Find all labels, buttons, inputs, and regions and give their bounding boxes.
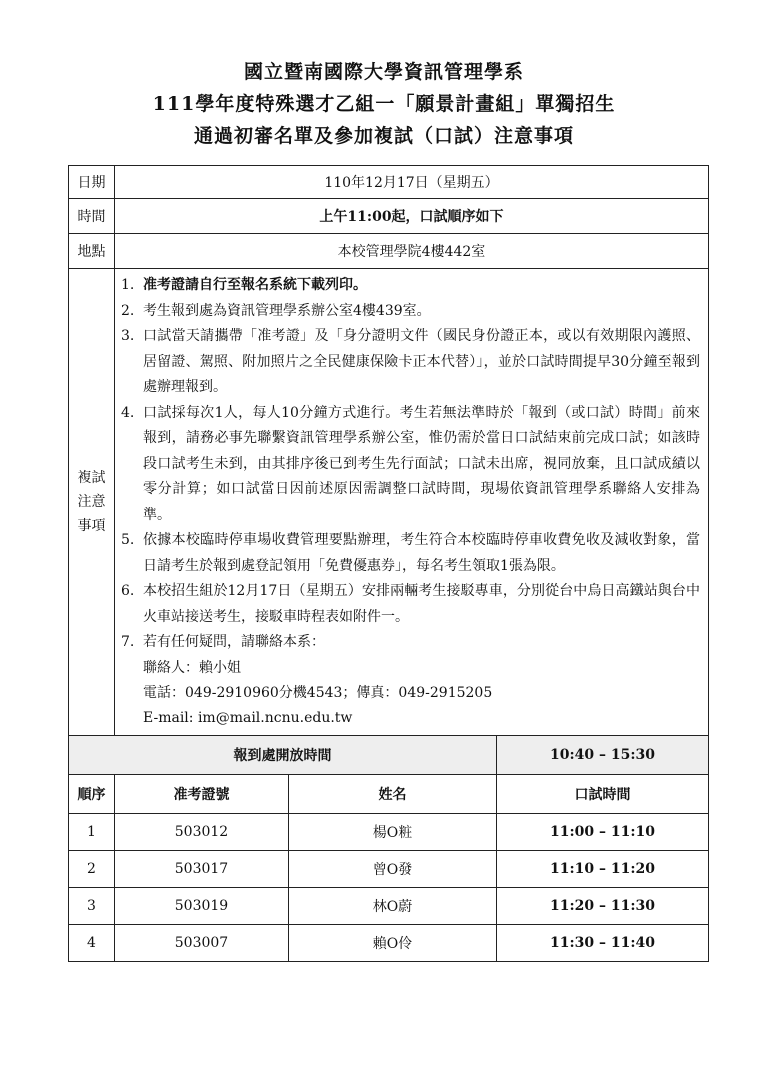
table-row [69,850,709,887]
note-item [121,273,700,299]
notes-label-line: 注意 [77,493,106,510]
header-exam-number: 准考證號 [115,774,289,813]
title-line-2: 111學年度特殊選才乙組一「願景計畫組」單獨招生 [152,93,616,115]
note-number: 3. [121,328,135,344]
note-text: 本校招生組於12月17日（星期五）安排兩輛考生接駁專車，分別從台中烏日高鐵站與台中火車站接送考生，接駁車時程表如附件一。 [143,583,700,625]
note-number: 4. [121,404,135,421]
name-cell: 賴O伶 [289,924,497,961]
note-number: 7. [121,634,135,650]
title-line-1: 國立暨南國際大學資訊管理學系 [243,61,524,83]
table-row [69,813,709,850]
order-cell: 4 [69,924,115,961]
checkin-row [69,735,709,774]
checkin-time: 10:40 – 15:30 [497,735,709,774]
note-text: 考生報到處為資訊管理學系辦公室4樓439室。 [143,302,431,319]
note-item [121,579,700,630]
notes-label [69,269,115,736]
place-row [69,234,709,269]
exam-number-cell: 503007 [115,924,289,961]
notes-list [121,273,700,656]
note-text: 准考證請自行至報名系統下載列印。 [143,277,367,293]
table-row [69,887,709,924]
header-order: 順序 [69,774,115,813]
interview-time-cell: 11:20 – 11:30 [497,887,709,924]
note-text: 口試當天請攜帶「准考證」及「身分證明文件（國民身份證正本，或以有效期限內護照、居留證、駕照、附加照片之全民健康保險卡正本代替）」，並於口試時間提早30分鐘至報到處辦理報到。 [143,328,700,395]
note-item [121,528,700,579]
contact-person: 聯絡人：賴小姐 [143,659,241,676]
exam-number-cell: 503019 [115,887,289,924]
notice-table [68,165,709,962]
note-item [121,299,700,325]
name-cell: 楊O粧 [289,813,497,850]
contact-phone: 電話：049-2910960分機4543；傳真：049-2915205 [143,684,493,701]
interview-time-cell: 11:10 – 11:20 [497,850,709,887]
contact-email: E-mail: im@mail.ncnu.edu.tw [143,709,353,726]
title-line-3: 通過初審名單及參加複試（口試）注意事項 [193,125,574,147]
time-value: 上午11:00起，口試順序如下 [115,199,709,234]
order-cell: 3 [69,887,115,924]
date-value: 110年12月17日（星期五） [115,166,709,199]
interview-time-cell: 11:30 – 11:40 [497,924,709,961]
note-item [121,324,700,401]
notes-row [69,269,709,736]
note-text: 依據本校臨時停車場收費管理要點辦理，考生符合本校臨時停車收費免收及減收對象，當日請考生於報到處登記領用「免費優惠券」，每名考生領取1張為限。 [143,532,700,574]
note-number: 6. [121,583,135,599]
place-value: 本校管理學院4樓442室 [115,234,709,269]
interview-time-cell: 11:00 – 11:10 [497,813,709,850]
date-row [69,166,709,199]
document-header [0,56,768,152]
exam-number-cell: 503012 [115,813,289,850]
checkin-label: 報到處開放時間 [69,735,497,774]
notes-label-line: 複試 [77,469,106,486]
note-text: 若有任何疑問，請聯絡本系： [143,634,325,650]
time-label: 時間 [69,199,115,234]
note-number: 1. [121,277,135,293]
place-label: 地點 [69,234,115,269]
note-text: 口試採每次1人，每人10分鐘方式進行。考生若無法準時於「報到（或口試）時間」前來報到，請務必事先聯繫資訊管理學系辦公室，惟仍需於當日口試結束前完成口試；如該時段口試考生未到，由其排序後已到考生先行面試；口試未出席，視同放棄，且口試成績以零分計算；如口試當日因前述原因需調整口試時間，現場依資訊管理學系聯絡人安排為準。 [143,404,700,523]
notes-content [115,269,709,736]
header-interview-time: 口試時間 [497,774,709,813]
time-row [69,199,709,234]
date-label: 日期 [69,166,115,199]
exam-number-cell: 503017 [115,850,289,887]
note-number: 2. [121,302,135,319]
table-row [69,924,709,961]
name-cell: 曾O發 [289,850,497,887]
note-item [121,630,700,656]
header-name: 姓名 [289,774,497,813]
notes-label-line: 事項 [77,517,106,534]
schedule-header-row [69,774,709,813]
name-cell: 林O蔚 [289,887,497,924]
note-item [121,401,700,529]
order-cell: 1 [69,813,115,850]
note-number: 5. [121,532,135,548]
order-cell: 2 [69,850,115,887]
